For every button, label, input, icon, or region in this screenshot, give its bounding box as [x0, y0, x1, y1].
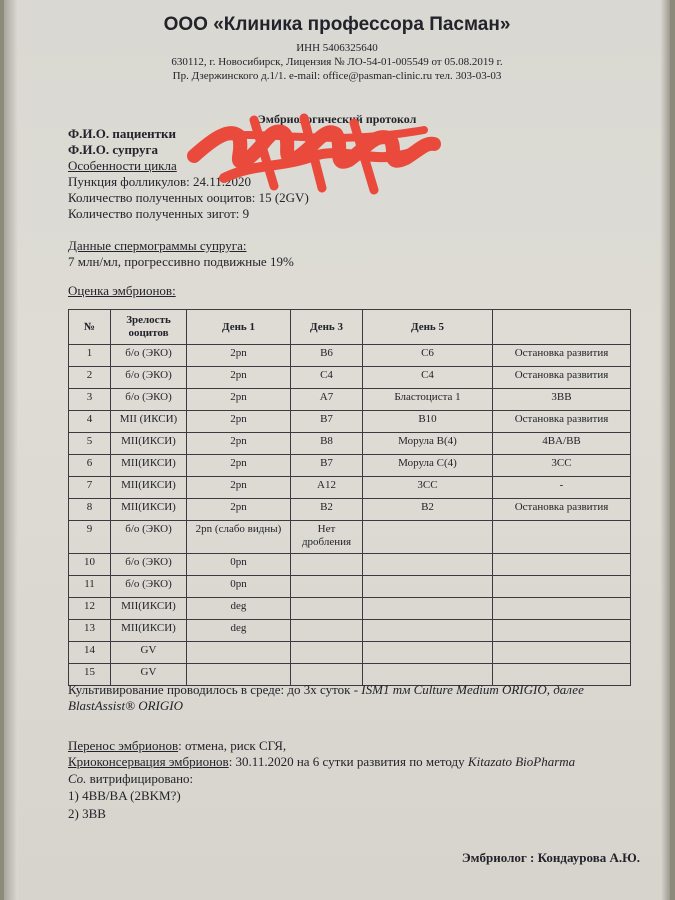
- company-inn: ИНН 5406325640: [296, 42, 378, 54]
- cell-day3: [291, 576, 363, 598]
- cell-result: [493, 554, 631, 576]
- cell-day3: A7: [291, 389, 363, 411]
- cell-result: [493, 642, 631, 664]
- table-row: [69, 411, 631, 433]
- col-header-day1: День 1: [187, 310, 291, 345]
- cell-number: 15: [69, 664, 111, 686]
- cell-maturity: б/о (ЭКО): [111, 521, 187, 554]
- cell-result: [493, 620, 631, 642]
- zygotes-count: Количество полученных зигот: 9: [68, 206, 250, 221]
- cell-day3: B8: [291, 433, 363, 455]
- cell-day1: 2pn: [187, 455, 291, 477]
- cell-number: 3: [69, 389, 111, 411]
- col-header-number: №: [69, 310, 111, 345]
- cell-maturity: GV: [111, 664, 187, 686]
- embryo-eval-label: Оценка эмбрионов:: [68, 283, 176, 298]
- cell-day3: B7: [291, 455, 363, 477]
- cell-day1: 2pn: [187, 389, 291, 411]
- cell-day5: Морула C(4): [363, 455, 493, 477]
- table-header-row: [69, 310, 631, 345]
- cell-number: 7: [69, 477, 111, 499]
- cell-number: 9: [69, 521, 111, 554]
- cell-day5: [363, 598, 493, 620]
- cell-maturity: б/о (ЭКО): [111, 576, 187, 598]
- cell-day3: B7: [291, 411, 363, 433]
- company-name: ООО «Клиника профессора Пасман»: [163, 14, 511, 35]
- cell-maturity: MII(ИКСИ): [111, 620, 187, 642]
- table-row: [69, 389, 631, 411]
- table-row: [69, 642, 631, 664]
- table-row: [69, 620, 631, 642]
- cell-number: 14: [69, 642, 111, 664]
- cell-day1: 2pn: [187, 411, 291, 433]
- cell-day3: Нет дробления: [291, 521, 363, 554]
- cell-result: [493, 576, 631, 598]
- cryo-line: [68, 754, 575, 770]
- cell-day3: [291, 620, 363, 642]
- cell-maturity: MII(ИКСИ): [111, 499, 187, 521]
- table-row: [69, 433, 631, 455]
- cell-number: 11: [69, 576, 111, 598]
- cell-maturity: б/о (ЭКО): [111, 345, 187, 367]
- cycle-features-label: Особенности цикла: [68, 158, 177, 173]
- cell-result: 3CC: [493, 455, 631, 477]
- cell-result: Остановка развития: [493, 367, 631, 389]
- cell-day1: 2pn: [187, 367, 291, 389]
- embryologist-signature: Эмбриолог : Кондаурова А.Ю.: [461, 850, 640, 865]
- cell-day1: deg: [187, 620, 291, 642]
- cell-result: 4BA/BB: [493, 433, 631, 455]
- col-header-maturity: Зрелость ооцитов: [111, 310, 187, 345]
- table-row: [69, 521, 631, 554]
- table-row: [69, 598, 631, 620]
- cell-maturity: б/о (ЭКО): [111, 554, 187, 576]
- cell-maturity: MII(ИКСИ): [111, 455, 187, 477]
- cell-day1: 2pn (слабо видны): [187, 521, 291, 554]
- transfer-label: Перенос эмбрионов: [68, 738, 179, 753]
- table-row: [69, 455, 631, 477]
- puncture-date: Пункция фолликулов: 24.11.2020: [68, 174, 252, 189]
- cell-maturity: GV: [111, 642, 187, 664]
- cryo-vitrified: витрифицировано:: [89, 771, 194, 786]
- cell-result: -: [493, 477, 631, 499]
- company-address: 630112, г. Новосибирск, Лицензия № ЛО-54-01-005549 от 05.08.2019 г.: [171, 56, 503, 68]
- cell-day3: [291, 554, 363, 576]
- table-row: [69, 554, 631, 576]
- table-row: [69, 477, 631, 499]
- transfer-line: [68, 738, 286, 754]
- cell-day5: B10: [363, 411, 493, 433]
- cryo-line-2: [68, 771, 193, 787]
- cell-number: 1: [69, 345, 111, 367]
- cryo-item-1: 1) 4BB/BA (2BKM?): [68, 788, 181, 803]
- page-shadow-right: [660, 0, 670, 900]
- cell-day3: B2: [291, 499, 363, 521]
- cell-maturity: MII(ИКСИ): [111, 477, 187, 499]
- col-header-day3: День 3: [291, 310, 363, 345]
- cryo-method: Kitazato BioPharma: [467, 754, 576, 769]
- document-page: [4, 0, 670, 900]
- cell-maturity: MII (ИКСИ): [111, 411, 187, 433]
- cryo-label: Криоконсервация эмбрионов: [68, 754, 229, 769]
- cell-number: 4: [69, 411, 111, 433]
- cell-day5: [363, 642, 493, 664]
- cell-day1: deg: [187, 598, 291, 620]
- page-shadow-left: [4, 0, 18, 900]
- table-row: [69, 345, 631, 367]
- cell-maturity: б/о (ЭКО): [111, 367, 187, 389]
- embryo-table: [68, 309, 631, 686]
- cell-day1: 2pn: [187, 345, 291, 367]
- cell-day5: Бластоциста 1: [363, 389, 493, 411]
- cell-day5: [363, 620, 493, 642]
- cell-result: 3BB: [493, 389, 631, 411]
- cell-number: 10: [69, 554, 111, 576]
- cell-number: 8: [69, 499, 111, 521]
- cell-number: 6: [69, 455, 111, 477]
- cell-number: 5: [69, 433, 111, 455]
- table-body: [69, 345, 631, 686]
- cell-number: 12: [69, 598, 111, 620]
- cell-day5: 3CC: [363, 477, 493, 499]
- culture-medium: ISM1 тм Culture Medium ORIGIO, далее: [361, 682, 584, 697]
- document-title: Эмбриологический протокол: [257, 112, 417, 126]
- cell-day3: C4: [291, 367, 363, 389]
- cell-day1: 2pn: [187, 499, 291, 521]
- col-header-day5: День 5: [363, 310, 493, 345]
- cell-day1: 0pn: [187, 576, 291, 598]
- cell-result: Остановка развития: [493, 411, 631, 433]
- cell-day1: [187, 642, 291, 664]
- culture-label: Культивирование проводилось в среде: до 3х суток -: [68, 682, 359, 697]
- transfer-value: : отмена, риск СГЯ,: [178, 738, 287, 753]
- spermogram-label: Данные спермограммы супруга:: [68, 238, 247, 253]
- cell-maturity: б/о (ЭКО): [111, 389, 187, 411]
- cell-result: Остановка развития: [493, 499, 631, 521]
- cryo-value: : 30.11.2020 на 6 сутки развития по методу: [228, 754, 465, 769]
- culture-medium-2: BlastAssist® ORIGIO: [68, 698, 183, 713]
- redaction-scribble: [184, 108, 444, 203]
- cell-day3: A12: [291, 477, 363, 499]
- culture-text: [68, 682, 584, 698]
- husband-name-label: Ф.И.О. супруга: [68, 142, 158, 157]
- cell-day5: [363, 576, 493, 598]
- cell-number: 13: [69, 620, 111, 642]
- cell-day1: 2pn: [187, 477, 291, 499]
- spermogram-value: 7 млн/мл, прогрессивно подвижные 19%: [68, 254, 294, 269]
- cell-day1: 0pn: [187, 554, 291, 576]
- cell-day5: Морула B(4): [363, 433, 493, 455]
- cell-day3: [291, 642, 363, 664]
- cell-day1: 2pn: [187, 433, 291, 455]
- cell-day5: C6: [363, 345, 493, 367]
- company-contacts: Пр. Дзержинского д.1/1. e-mail: office@pasman-clinic.ru тел. 303-03-03: [172, 70, 502, 82]
- patient-name-label: Ф.И.О. пациентки: [68, 126, 176, 141]
- table-row: [69, 576, 631, 598]
- cell-day5: [363, 521, 493, 554]
- col-header-result: [493, 310, 631, 345]
- table-row: [69, 499, 631, 521]
- cell-day5: C4: [363, 367, 493, 389]
- cryo-item-2: 2) 3BB: [68, 806, 106, 821]
- cell-number: 2: [69, 367, 111, 389]
- oocytes-count: Количество полученных ооцитов: 15 (2GV): [68, 190, 309, 205]
- cell-maturity: MII(ИКСИ): [111, 598, 187, 620]
- cell-result: Остановка развития: [493, 345, 631, 367]
- table-row: [69, 367, 631, 389]
- cell-day5: [363, 554, 493, 576]
- cell-result: [493, 521, 631, 554]
- cell-day5: B2: [363, 499, 493, 521]
- cell-day3: B6: [291, 345, 363, 367]
- cryo-method-2: Co.: [68, 771, 87, 786]
- cell-day3: [291, 598, 363, 620]
- cell-maturity: MII(ИКСИ): [111, 433, 187, 455]
- cell-result: [493, 598, 631, 620]
